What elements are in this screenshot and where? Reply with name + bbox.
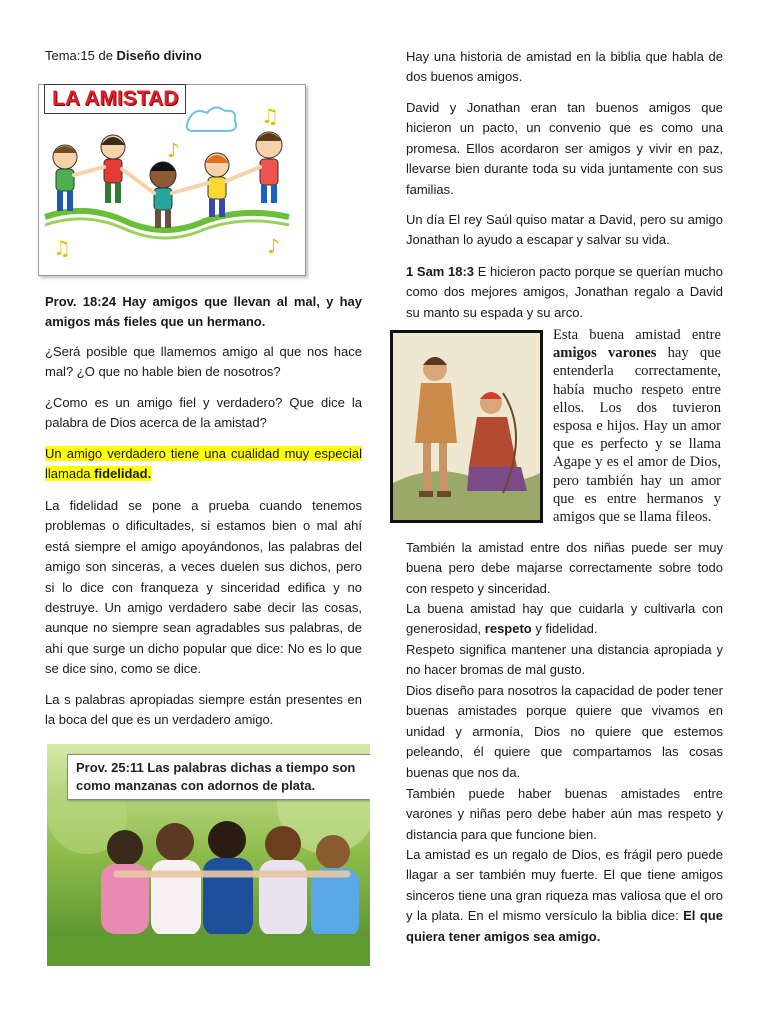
topic-title: Diseño divino xyxy=(116,48,202,63)
topic-prefix: Tema:15 de xyxy=(45,48,117,63)
highlight-bold: fidelidad. xyxy=(94,466,152,482)
amistad-illustration xyxy=(38,84,306,276)
david-jonathan-paragraph: David y Jonathan eran tan buenos amigos que hicieron un pacto, un convenio que es como una promesa. Ellos acordaron ser amigos y vivir en paz, llevarse bien durante toda su vida juntamente con sus familias. xyxy=(406,100,723,197)
svg-text:♫: ♫ xyxy=(53,236,71,260)
girls-paragraph: También la amistad entre dos niñas puede ser muy buena pero debe majarse correctamente sobre todo con respeto y sinceridad. xyxy=(406,540,723,596)
david-and-jonathan-image xyxy=(393,333,540,520)
highlight-paragraph xyxy=(45,444,362,485)
svg-text:♪: ♪ xyxy=(267,234,280,258)
words-paragraph: La s palabras apropiadas siempre están presentes en la boca del que es un verdadero amigo. xyxy=(45,692,362,728)
respect-paragraph: Respeto significa mantener una distancia apropiada y no hacer bromas de mal gusto. xyxy=(406,642,723,678)
sam-reference: 1 Sam 18:3 xyxy=(406,264,475,279)
svg-text:♪: ♪ xyxy=(167,138,180,162)
gift-text: La amistad es un regalo de Dios, es frágil pero puede llagar a ser también muy fuerte. El que tiene amigos sinceros tiene una gran riqueza mas valiosa que el oro y la plata. En el mismo versículo la biblia dice: xyxy=(406,847,723,924)
amistad-title: LA AMISTAD xyxy=(44,84,186,114)
fidelity-paragraph: La fidelidad se pone a prueba cuando tenemos problemas o dificultades, si estamos bien o mal ahí está siempre el amigo apoyándonos, las palabras del amigo son sinceras, a veces duelen sus dichos, pero si lo dice con franqueza y sinceridad edifica y no destruye. Un amigo verdadero sabe decir las cosas, aunque no siempre sean agradables sus palabras, de ahí que surge un dicho popular que dice: No es lo que se dice sino, como se dice. xyxy=(45,498,362,677)
male-friends-text-1: Esta buena amistad entre xyxy=(553,327,721,343)
gift-paragraph xyxy=(406,845,723,947)
question-1: ¿Será posible que llamemos amigo al que nos hace mal? ¿O que no hable bien de nosotros? xyxy=(45,344,362,380)
svg-text:♫: ♫ xyxy=(261,104,279,128)
god-design-paragraph: Dios diseño para nosotros la capacidad de poder tener buenas amistades porque quiere que vivamos en unidad y armonía, Dios no quiere que estemos peleando, él quiere que compartamos las cosas buenas que nos da. xyxy=(406,683,723,780)
prov-18-24: Prov. 18:24 Hay amigos que llevan al mal, y hay amigos más fieles que un hermano. xyxy=(45,294,362,330)
saul-paragraph: Un día El rey Saúl quiso matar a David, pero su amigo Jonathan lo ayudo a escapar y salvar su vida. xyxy=(406,212,723,248)
photo-caption: Prov. 25:11 Las palabras dichas a tiempo son como manzanas con adornos de plata. xyxy=(67,754,370,800)
male-friends-text-2: hay que entenderla correctamente, había mucho respeto entre ellos. Los dos tuvieron esposa e hijos. Hay un amor que es perfecto y se llama Agape y es el amor de Dios, pero también hay un amor que es entre hermanos y amigos que se llama fileos. xyxy=(553,345,721,526)
boys-girls-paragraph: También puede haber buenas amistades entre varones y niñas pero debe haber aún mas respeto y distancia para que funcione bien. xyxy=(406,786,723,842)
highlight-text: Un amigo verdadero tiene una cualidad muy especial llamada xyxy=(45,446,362,482)
friends-photo xyxy=(47,744,370,966)
care-text-1: La buena amistad hay que cuidarla y cultivarla con generosidad, xyxy=(406,601,723,637)
sam-paragraph xyxy=(406,262,723,323)
david-jonathan-picture xyxy=(390,330,543,523)
gift-bold: El que quiera tener amigos sea amigo. xyxy=(406,908,723,944)
care-paragraph xyxy=(406,599,723,640)
male-friends-bold: amigos varones xyxy=(553,345,657,362)
story-intro: Hay una historia de amistad en la biblia que habla de dos buenos amigos. xyxy=(406,49,723,85)
care-bold: respeto xyxy=(484,621,532,637)
question-2: ¿Como es un amigo fiel y verdadero? Que dice la palabra de Dios acerca de la amistad? xyxy=(45,395,362,431)
sam-text: E hicieron pacto porque se querían mucho como dos mejores amigos, Jonathan regalo a David su manto su espada y su arco. xyxy=(406,264,723,320)
topic-line xyxy=(45,48,202,63)
male-friends-paragraph xyxy=(553,326,721,526)
care-text-2: y fidelidad. xyxy=(531,621,598,637)
